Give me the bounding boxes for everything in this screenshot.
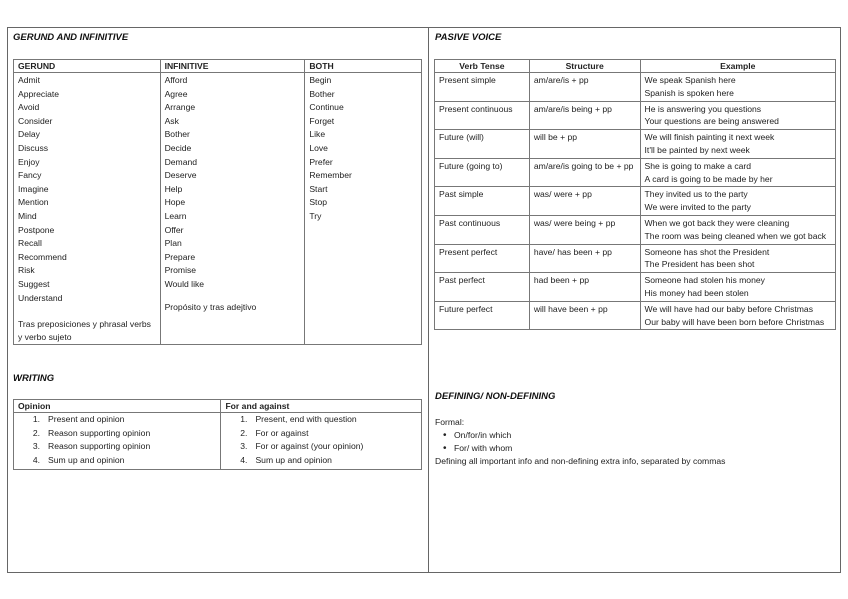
- list-item-text: Reason supporting opinion: [48, 441, 151, 451]
- verb-tense-cell: Future (will): [435, 130, 530, 159]
- structure-cell: am/are/is being + pp: [529, 101, 640, 130]
- table-row: [435, 158, 836, 187]
- structure-cell: have/ has been + pp: [529, 244, 640, 273]
- header-for-and-against: For and against: [221, 400, 422, 413]
- table-row: [435, 101, 836, 130]
- list-item: Continue: [309, 102, 344, 113]
- list-item: Ask: [164, 115, 179, 126]
- list-item: Suggest: [18, 278, 50, 289]
- example-sentence: It'll be painted by next week: [644, 144, 750, 155]
- list-item: Postpone: [18, 224, 55, 235]
- structure-cell: am/are/is + pp: [529, 73, 640, 102]
- table-header-row: [14, 400, 422, 413]
- gerund-column: [14, 73, 161, 345]
- verb-tense-cell: Present simple: [435, 73, 530, 102]
- table-row: [435, 273, 836, 302]
- infinitive-column: [160, 73, 305, 345]
- list-item: Afford: [164, 75, 188, 85]
- list-item: Agree: [164, 88, 188, 99]
- column-divider: [428, 28, 429, 572]
- list-item: Understand: [18, 292, 63, 303]
- example-cell: [640, 101, 835, 130]
- table-row: [14, 413, 422, 470]
- example-sentence: We will have had our baby before Christmas: [644, 303, 814, 314]
- verb-tense-cell: Future perfect: [435, 301, 530, 330]
- list-item: Delay: [18, 129, 40, 140]
- list-item: Admit: [18, 75, 40, 85]
- list-item: Try: [309, 210, 322, 221]
- example-sentence: He is answering you questions: [644, 103, 762, 114]
- example-sentence: She is going to make a card: [644, 160, 752, 171]
- both-column: [305, 73, 422, 345]
- list-item: 2. For or against: [240, 427, 309, 438]
- list-item: Bother: [164, 129, 190, 140]
- header-example: Example: [640, 60, 835, 73]
- example-sentence: The room was being cleaned when we got back: [644, 230, 827, 241]
- list-item-text: Present, end with question: [255, 414, 357, 424]
- example-sentence: The President has been shot: [644, 259, 755, 270]
- table-header-row: [435, 60, 836, 73]
- list-item: Deserve: [164, 170, 197, 181]
- list-item: Prepare: [164, 251, 196, 262]
- infinitive-note: Propósito y tras adejtivo: [164, 301, 257, 312]
- opinion-cell: [14, 413, 221, 470]
- list-item: Start: [309, 183, 328, 194]
- list-item: Risk: [18, 265, 35, 276]
- list-item: Learn: [164, 210, 187, 221]
- gerund-note: Tras preposiciones y phrasal verbs y verbo sujeto: [18, 319, 151, 343]
- example-sentence: Spanish is spoken here: [644, 87, 734, 98]
- list-item: Love: [309, 142, 328, 153]
- defining-body: [435, 416, 835, 468]
- table-row: [435, 301, 836, 330]
- verb-tense-cell: Past simple: [435, 187, 530, 216]
- table-row: [435, 73, 836, 102]
- list-item: 4. Sum up and opinion: [32, 454, 125, 465]
- list-item-text: For or against (your opinion): [255, 441, 364, 451]
- example-cell: [640, 301, 835, 330]
- example-cell: [640, 187, 835, 216]
- list-item: 4. Sum up and opinion: [240, 454, 332, 465]
- list-item: Offer: [164, 224, 184, 235]
- table-row: [435, 244, 836, 273]
- header-infinitive: INFINITIVE: [160, 60, 305, 73]
- structure-cell: had been + pp: [529, 273, 640, 302]
- list-item: Consider: [18, 115, 53, 126]
- passive-voice-table: [434, 59, 836, 330]
- verb-tense-cell: Past perfect: [435, 273, 530, 302]
- example-cell: [640, 73, 835, 102]
- list-item: Avoid: [18, 102, 40, 113]
- cheat-sheet: [7, 27, 841, 573]
- example-sentence: We speak Spanish here: [644, 75, 736, 85]
- header-verb-tense: Verb Tense: [435, 60, 530, 73]
- list-item: Demand: [164, 156, 198, 167]
- structure-cell: am/are/is going to be + pp: [529, 158, 640, 187]
- example-sentence: They invited us to the party: [644, 189, 748, 200]
- list-item: • On/for/in which: [435, 429, 835, 442]
- list-item-text: For or against: [255, 427, 309, 438]
- header-opinion: Opinion: [14, 400, 221, 413]
- list-item: Help: [164, 183, 183, 194]
- defining-bullet-list: [435, 429, 835, 455]
- example-cell: [640, 130, 835, 159]
- for-against-cell: [221, 413, 422, 470]
- list-item: Forget: [309, 115, 335, 126]
- table-row: [14, 73, 422, 345]
- table-header-row: [14, 60, 422, 73]
- gerund-infinitive-title: GERUND AND INFINITIVE: [13, 32, 129, 43]
- structure-cell: was/ were + pp: [529, 187, 640, 216]
- verb-tense-cell: Present perfect: [435, 244, 530, 273]
- opinion-list: [18, 413, 216, 467]
- list-item: Fancy: [18, 170, 42, 181]
- example-cell: [640, 215, 835, 244]
- header-structure: Structure: [529, 60, 640, 73]
- table-row: [435, 215, 836, 244]
- list-item: Appreciate: [18, 88, 60, 99]
- list-item: 1. Present and opinion: [32, 414, 125, 424]
- list-item: Decide: [164, 142, 192, 153]
- list-item: Mention: [18, 197, 49, 208]
- list-item: Would like: [164, 278, 205, 289]
- infinitive-list: [165, 74, 301, 292]
- list-item: Imagine: [18, 183, 49, 194]
- table-row: [435, 187, 836, 216]
- list-item: Remember: [309, 170, 352, 181]
- example-sentence: His money had been stolen: [644, 287, 749, 298]
- structure-cell: will have been + pp: [529, 301, 640, 330]
- list-item: Discuss: [18, 142, 49, 153]
- list-item: Stop: [309, 197, 328, 208]
- structure-cell: was/ were being + pp: [529, 215, 640, 244]
- list-item: Hope: [164, 197, 186, 208]
- list-item: Recommend: [18, 251, 67, 262]
- example-sentence: Someone has shot the President: [644, 246, 770, 257]
- list-item: Mind: [18, 210, 37, 221]
- structure-cell: will be + pp: [529, 130, 640, 159]
- for-against-list: [225, 413, 417, 467]
- defining-title: DEFINING/ NON-DEFINING: [435, 391, 556, 402]
- verb-tense-cell: Present continuous: [435, 101, 530, 130]
- passive-voice-rows: [435, 73, 836, 330]
- example-sentence: We will finish painting it next week: [644, 132, 775, 143]
- table-row: [435, 130, 836, 159]
- list-item: Plan: [164, 238, 182, 249]
- list-item: 3. Reason supporting opinion: [32, 441, 151, 451]
- writing-title: WRITING: [13, 373, 55, 384]
- passive-voice-title: PASIVE VOICE: [435, 32, 502, 43]
- list-item: Arrange: [164, 102, 196, 113]
- example-cell: [640, 244, 835, 273]
- list-item: Prefer: [309, 156, 333, 167]
- list-item: Promise: [164, 265, 197, 276]
- example-sentence: When we got back they were cleaning: [644, 217, 790, 228]
- list-item: 2. Reason supporting opinion: [32, 427, 151, 438]
- list-item-text: Reason supporting opinion: [48, 427, 151, 438]
- both-list: [309, 74, 417, 224]
- list-item: Begin: [309, 75, 332, 85]
- example-sentence: Your questions are being answered: [644, 116, 779, 127]
- list-item-text: Sum up and opinion: [48, 454, 125, 465]
- list-item: Like: [309, 129, 326, 140]
- example-sentence: Someone had stolen his money: [644, 275, 765, 286]
- list-item-text: Present and opinion: [48, 414, 125, 424]
- formal-label: Formal:: [435, 417, 465, 427]
- verb-tense-cell: Future (going to): [435, 158, 530, 187]
- example-cell: [640, 273, 835, 302]
- example-sentence: Our baby will have been born before Christmas: [644, 316, 825, 327]
- list-item: Recall: [18, 238, 42, 249]
- list-item: Enjoy: [18, 156, 40, 167]
- example-cell: [640, 158, 835, 187]
- list-item: 1. Present, end with question: [240, 414, 357, 424]
- gerund-infinitive-table: [13, 59, 422, 345]
- gerund-list: [18, 74, 156, 305]
- list-item: 3. For or against (your opinion): [240, 441, 364, 451]
- verb-tense-cell: Past continuous: [435, 215, 530, 244]
- writing-table: [13, 399, 422, 470]
- list-item-text: Sum up and opinion: [255, 454, 332, 465]
- example-sentence: We were invited to the party: [644, 202, 751, 213]
- example-sentence: A card is going to be made by her: [644, 173, 773, 184]
- header-both: BOTH: [305, 60, 422, 73]
- list-item: • For/ with whom: [435, 442, 835, 455]
- defining-note: Defining all important info and non-defining extra info, separated by commas: [435, 456, 726, 466]
- header-gerund: GERUND: [14, 60, 161, 73]
- list-item: Bother: [309, 88, 335, 99]
